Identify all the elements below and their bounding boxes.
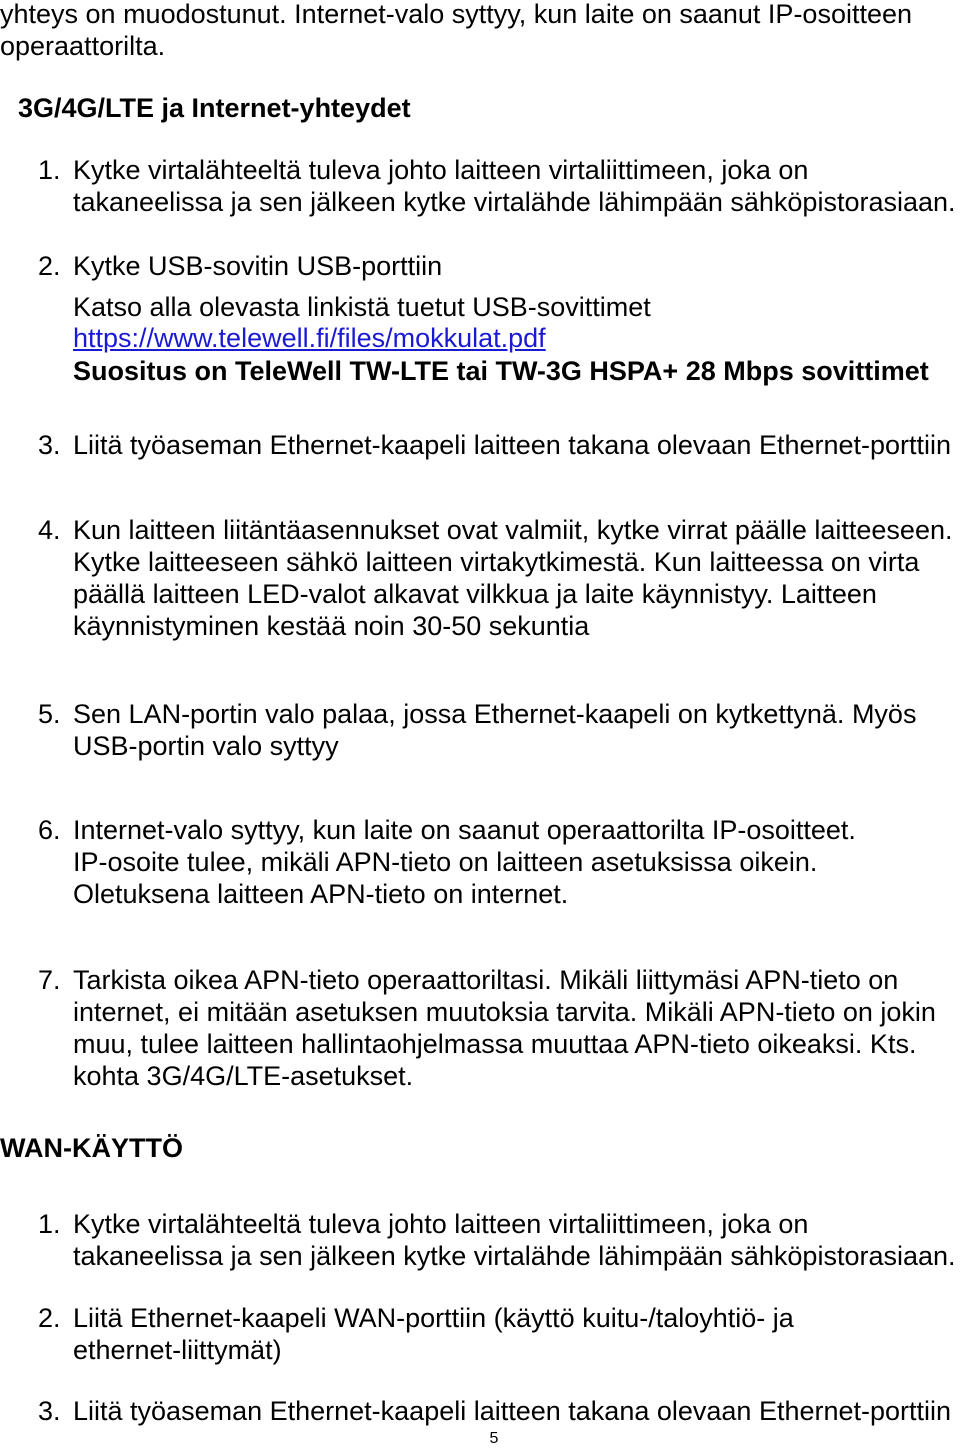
page-number: 5 [489,1430,499,1447]
step-number: 2. [38,1303,61,1333]
step-line: takaneelissa ja sen jälkeen kytke virtalähde lähimpään sähköpistorasiaan. [73,1241,956,1271]
lte-section-heading: 3G/4G/LTE ja Internet-yhteydet [18,93,411,123]
step-line: kohta 3G/4G/LTE-asetukset. [73,1061,414,1091]
step-line: takaneelissa ja sen jälkeen kytke virtalähde lähimpään sähköpistorasiaan. [73,187,956,217]
intro-line: operaattorilta. [0,31,166,61]
step-line: Liitä Ethernet-kaapeli WAN-porttiin (käyttö kuitu-/taloyhtiö- ja [73,1303,794,1333]
step-line: Kun laitteen liitäntäasennukset ovat valmiit, kytke virrat päälle laitteeseen. [73,515,953,545]
step-line: käynnistyminen kestää noin 30-50 sekuntia [73,611,590,641]
step-line: IP-osoite tulee, mikäli APN-tieto on laitteen asetuksissa oikein. [73,847,818,877]
step-line: Tarkista oikea APN-tieto operaattoriltasi. Mikäli liittymäsi APN-tieto on [73,965,899,995]
step-line: päällä laitteen LED-valot alkavat vilkkua ja laite käynnistyy. Laitteen [73,579,877,609]
step-line: Liitä työaseman Ethernet-kaapeli laitteen takana olevaan Ethernet-porttiin [73,430,952,460]
step-line: internet, ei mitään asetuksen muutoksia tarvita. Mikäli APN-tieto on jokin [73,997,936,1027]
wan-section-heading: WAN-KÄYTTÖ [0,1133,183,1163]
step-number: 3. [38,1396,61,1426]
step-number: 6. [38,815,61,845]
step-line: Kytke USB-sovitin USB-porttiin [73,251,443,281]
step-number: 7. [38,965,61,995]
recommendation-text: Suositus on TeleWell TW-LTE tai TW-3G HSPA+ 28 Mbps sovittimet [73,356,929,386]
step-number: 1. [38,155,61,185]
step-line: Liitä työaseman Ethernet-kaapeli laitteen takana olevaan Ethernet-porttiin [73,1396,952,1426]
step-line: ethernet-liittymät) [73,1335,282,1365]
step-number: 2. [38,251,61,281]
step-line: Kytke virtalähteeltä tuleva johto laitteen virtaliittimeen, joka on [73,155,809,185]
step-line: Internet-valo syttyy, kun laite on saanut operaattorilta IP-osoitteet. [73,815,856,845]
step-line: Kytke virtalähteeltä tuleva johto laitteen virtaliittimeen, joka on [73,1209,809,1239]
usb-adapters-note: Katso alla olevasta linkistä tuetut USB-sovittimet [73,292,651,322]
step-line: Kytke laitteeseen sähkö laitteen virtakytkimestä. Kun laitteessa on virta [73,547,920,577]
usb-adapters-link[interactable]: https://www.telewell.fi/files/mokkulat.pdf [73,323,546,353]
step-number: 3. [38,430,61,460]
intro-line: yhteys on muodostunut. Internet-valo syttyy, kun laite on saanut IP-osoitteen [0,0,913,29]
step-line: Oletuksena laitteen APN-tieto on internet. [73,879,569,909]
step-number: 1. [38,1209,61,1239]
step-line: muu, tulee laitteen hallintaohjelmassa muuttaa APN-tieto oikeaksi. Kts. [73,1029,917,1059]
step-line: Sen LAN-portin valo palaa, jossa Ethernet-kaapeli on kytkettynä. Myös [73,699,917,729]
step-number: 5. [38,699,61,729]
step-number: 4. [38,515,61,545]
step-line: USB-portin valo syttyy [73,731,339,761]
